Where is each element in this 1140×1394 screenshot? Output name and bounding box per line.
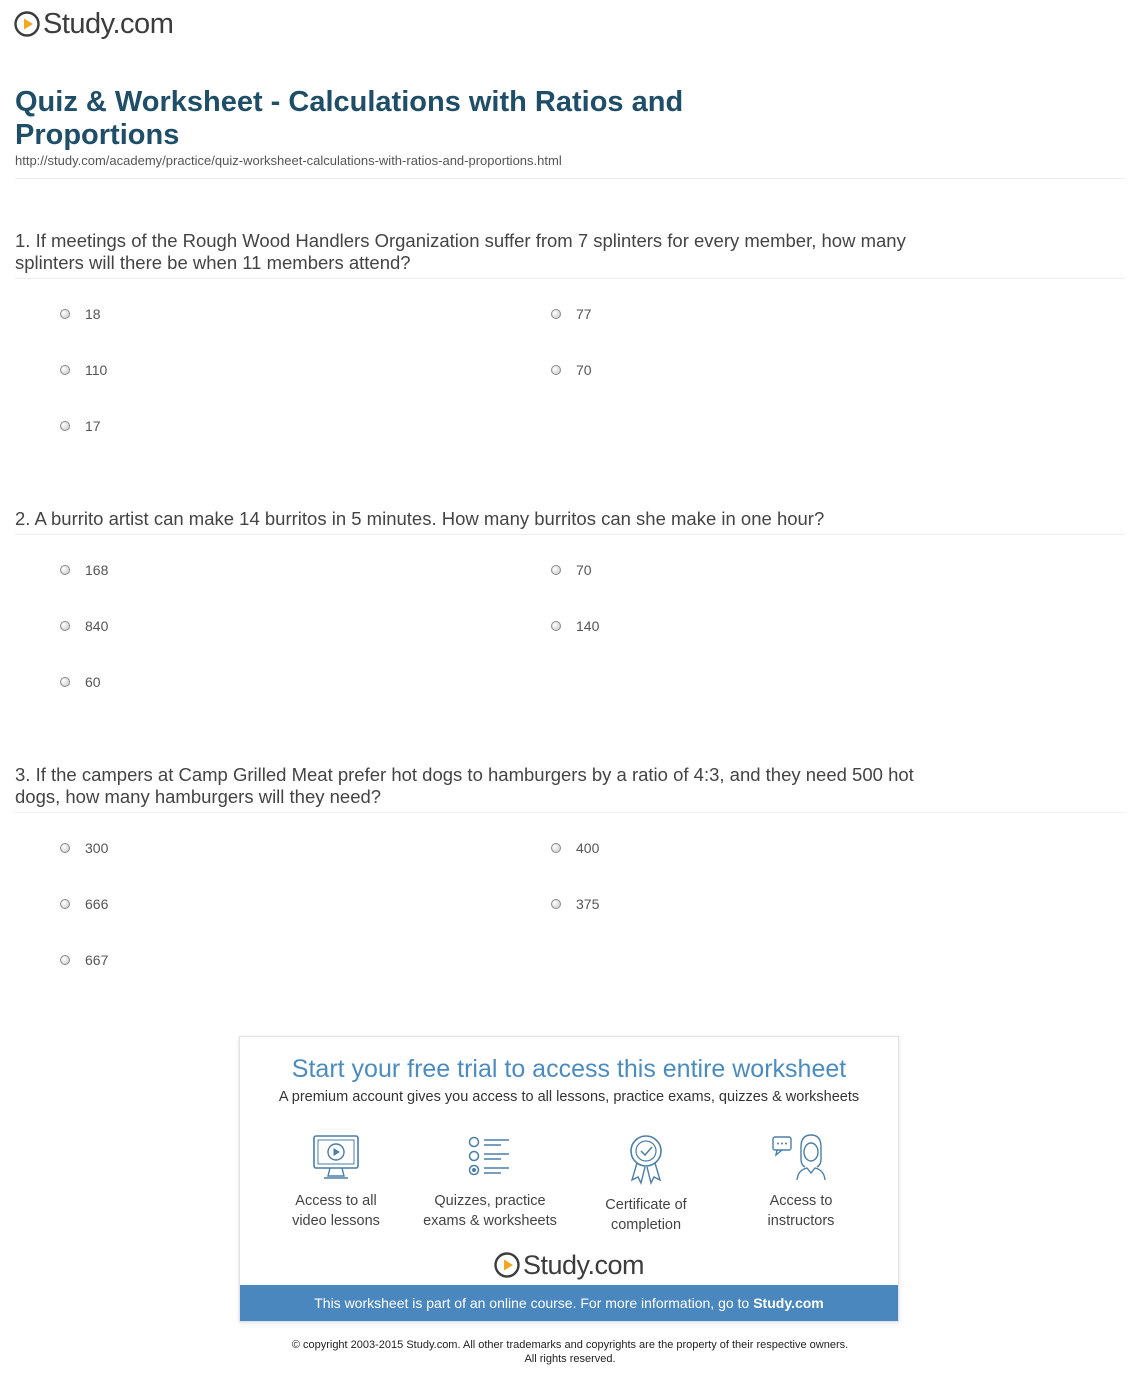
play-logo-icon — [14, 11, 40, 37]
course-info-bar — [240, 1285, 898, 1321]
answer-option[interactable]: 375 — [551, 896, 599, 912]
certificate-icon — [621, 1133, 671, 1185]
radio-button[interactable] — [60, 309, 70, 319]
free-trial-promo — [239, 1036, 899, 1322]
answer-option[interactable]: 77 — [551, 306, 592, 322]
feature-video-lessons — [261, 1133, 411, 1231]
radio-button[interactable] — [551, 309, 561, 319]
question-1-text: 1. If meetings of the Rough Wood Handlers Organization suffer from 7 splinters for every member, how many splinters will there be when 11 members attend? — [15, 230, 906, 273]
promo-subtitle: A premium account gives you access to all lessons, practice exams, quizzes & worksheets — [278, 1089, 860, 1105]
feature-label: Access to all video lessons — [292, 1193, 380, 1229]
radio-button[interactable] — [551, 365, 561, 375]
course-info-text: This worksheet is part of an online course. For more information, go to — [314, 1295, 750, 1311]
radio-button[interactable] — [60, 899, 70, 909]
radio-button[interactable] — [60, 565, 70, 575]
question-2-text: 2. A burrito artist can make 14 burritos in 5 minutes. How many burritos can she make in one hour? — [15, 508, 825, 529]
radio-button[interactable] — [60, 955, 70, 965]
answer-option[interactable]: 300 — [60, 840, 108, 856]
feature-label: Certificate of completion — [605, 1197, 687, 1233]
radio-button[interactable] — [60, 621, 70, 631]
divider — [15, 812, 1125, 813]
radio-button[interactable] — [60, 677, 70, 687]
play-logo-icon — [494, 1252, 520, 1278]
video-lesson-icon — [311, 1133, 361, 1181]
radio-button[interactable] — [551, 565, 561, 575]
logo-text: Study.com — [43, 8, 174, 40]
radio-button[interactable] — [60, 365, 70, 375]
divider — [15, 278, 1125, 279]
promo-title[interactable]: Start your free trial to access this entire worksheet — [291, 1055, 847, 1083]
radio-button[interactable] — [60, 421, 70, 431]
logo-text: Study.com — [522, 1250, 645, 1280]
answer-option[interactable]: 140 — [551, 618, 599, 634]
page-title: Quiz & Worksheet - Calculations with Ratios and Proportions — [15, 86, 684, 151]
answer-option[interactable]: 60 — [60, 674, 101, 690]
question-3-text: 3. If the campers at Camp Grilled Meat prefer hot dogs to hamburgers by a ratio of 4:3, and they need 500 hot dogs, how many hamburgers will they need? — [15, 764, 914, 807]
feature-quizzes — [415, 1133, 565, 1231]
divider — [15, 178, 1125, 179]
answer-option[interactable]: 667 — [60, 952, 108, 968]
answer-option[interactable]: 400 — [551, 840, 599, 856]
promo-study-logo[interactable] — [240, 1249, 898, 1281]
copyright-line: © copyright 2003-2015 Study.com. All other trademarks and copyrights are the property of their respective owners. — [291, 1339, 849, 1351]
radio-button[interactable] — [551, 621, 561, 631]
radio-button[interactable] — [551, 899, 561, 909]
quiz-list-icon — [465, 1133, 515, 1181]
feature-certificate — [571, 1133, 721, 1235]
answer-option[interactable]: 70 — [551, 362, 592, 378]
copyright-footer — [0, 1338, 1140, 1366]
rights-line: All rights reserved. — [524, 1353, 616, 1365]
answer-option[interactable]: 840 — [60, 618, 108, 634]
page-url[interactable]: http://study.com/academy/practice/quiz-worksheet-calculations-with-ratios-and-proportions.html — [15, 153, 562, 168]
instructor-icon — [771, 1133, 831, 1181]
answer-option[interactable]: 18 — [60, 306, 101, 322]
feature-label: Access to instructors — [767, 1193, 835, 1229]
answer-option[interactable]: 70 — [551, 562, 592, 578]
feature-label: Quizzes, practice exams & worksheets — [423, 1193, 557, 1229]
answer-option[interactable]: 110 — [60, 362, 107, 378]
divider — [15, 534, 1125, 535]
study-link[interactable]: Study.com — [753, 1295, 824, 1311]
answer-option[interactable]: 168 — [60, 562, 108, 578]
radio-button[interactable] — [551, 843, 561, 853]
answer-option[interactable]: 666 — [60, 896, 108, 912]
study-logo[interactable] — [14, 8, 173, 40]
radio-button[interactable] — [60, 843, 70, 853]
feature-instructors — [726, 1133, 876, 1231]
answer-option[interactable]: 17 — [60, 418, 101, 434]
